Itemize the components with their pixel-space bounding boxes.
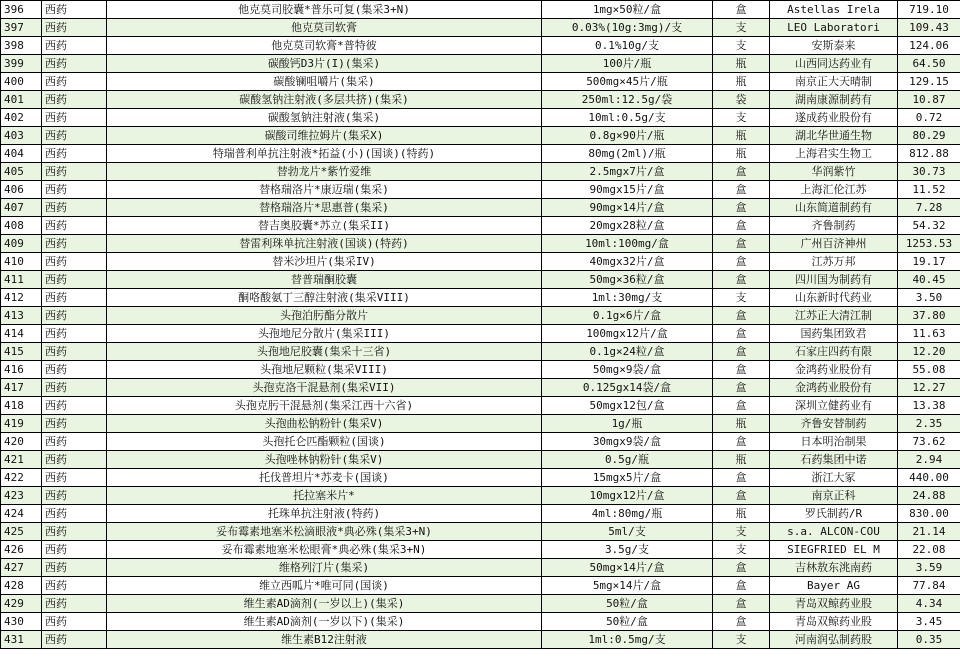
table-row: [1, 109, 960, 127]
unit-cell: 盒: [713, 397, 770, 415]
price-cell: 12.27: [898, 379, 960, 397]
category-cell: 西药: [42, 37, 107, 55]
unit-cell: 支: [713, 19, 770, 37]
specification-cell: 0.1%10g/支: [542, 37, 713, 55]
unit-cell: 瓶: [713, 415, 770, 433]
price-cell: 124.06: [898, 37, 960, 55]
manufacturer-cell: 湖北华世通生物: [770, 127, 898, 145]
price-cell: 830.00: [898, 505, 960, 523]
manufacturer-cell: 湖南康源制药有: [770, 91, 898, 109]
unit-cell: 盒: [713, 163, 770, 181]
manufacturer-cell: 石药集团中诺: [770, 451, 898, 469]
drug-name-cell: 碳酸氢钠注射液(集采): [107, 109, 542, 127]
manufacturer-cell: 四川国为制药有: [770, 271, 898, 289]
table-row: [1, 145, 960, 163]
row-number-cell: 420: [1, 433, 42, 451]
unit-cell: 盒: [713, 433, 770, 451]
manufacturer-cell: 金鸿药业股份有: [770, 361, 898, 379]
unit-cell: 支: [713, 37, 770, 55]
price-cell: 37.80: [898, 307, 960, 325]
price-cell: 10.87: [898, 91, 960, 109]
price-cell: 3.50: [898, 289, 960, 307]
specification-cell: 2.5mgx7片/盒: [542, 163, 713, 181]
category-cell: 西药: [42, 577, 107, 595]
unit-cell: 盒: [713, 613, 770, 631]
drug-name-cell: 头孢地尼胶囊(集采十三省): [107, 343, 542, 361]
row-number-cell: 398: [1, 37, 42, 55]
category-cell: 西药: [42, 415, 107, 433]
row-number-cell: 414: [1, 325, 42, 343]
table-row: [1, 613, 960, 631]
specification-cell: 0.03%(10g:3mg)/支: [542, 19, 713, 37]
drug-name-cell: 头孢克肟干混悬剂(集采江西十六省): [107, 397, 542, 415]
table-row: [1, 379, 960, 397]
manufacturer-cell: LEO Laboratori: [770, 19, 898, 37]
table-row: [1, 487, 960, 505]
drug-name-cell: 酮咯酸氨丁三醇注射液(集采VIII): [107, 289, 542, 307]
specification-cell: 15mgx5片/盒: [542, 469, 713, 487]
unit-cell: 盒: [713, 271, 770, 289]
specification-cell: 1g/瓶: [542, 415, 713, 433]
table-row: [1, 361, 960, 379]
table-row: [1, 397, 960, 415]
unit-cell: 盒: [713, 217, 770, 235]
specification-cell: 10ml:0.5g/支: [542, 109, 713, 127]
category-cell: 西药: [42, 595, 107, 613]
price-cell: 73.62: [898, 433, 960, 451]
row-number-cell: 399: [1, 55, 42, 73]
price-cell: 2.94: [898, 451, 960, 469]
specification-cell: 3.5g/支: [542, 541, 713, 559]
row-number-cell: 405: [1, 163, 42, 181]
unit-cell: 盒: [713, 235, 770, 253]
unit-cell: 盒: [713, 577, 770, 595]
price-cell: 22.08: [898, 541, 960, 559]
price-cell: 54.32: [898, 217, 960, 235]
table-row: [1, 271, 960, 289]
table-row: [1, 433, 960, 451]
drug-name-cell: 头孢泊肟酯分散片: [107, 307, 542, 325]
specification-cell: 0.1g×24粒/盒: [542, 343, 713, 361]
drug-name-cell: 头孢托仑匹酯颗粒(国谈): [107, 433, 542, 451]
table-row: [1, 343, 960, 361]
drug-name-cell: 碳酸钙D3片(I)(集采): [107, 55, 542, 73]
unit-cell: 袋: [713, 91, 770, 109]
category-cell: 西药: [42, 163, 107, 181]
row-number-cell: 401: [1, 91, 42, 109]
unit-cell: 瓶: [713, 73, 770, 91]
manufacturer-cell: 浙江大冢: [770, 469, 898, 487]
category-cell: 西药: [42, 343, 107, 361]
row-number-cell: 411: [1, 271, 42, 289]
unit-cell: 盒: [713, 325, 770, 343]
specification-cell: 1ml:30mg/支: [542, 289, 713, 307]
category-cell: 西药: [42, 253, 107, 271]
table-row: [1, 235, 960, 253]
manufacturer-cell: 上海君实生物工: [770, 145, 898, 163]
drug-name-cell: 维生素AD滴剂(一岁以上)(集采): [107, 595, 542, 613]
row-number-cell: 413: [1, 307, 42, 325]
unit-cell: 支: [713, 109, 770, 127]
price-cell: 0.35: [898, 631, 960, 649]
drug-name-cell: 妥布霉素地塞米松眼膏*典必殊(集采3+N): [107, 541, 542, 559]
specification-cell: 50粒/盒: [542, 595, 713, 613]
category-cell: 西药: [42, 397, 107, 415]
price-cell: 109.43: [898, 19, 960, 37]
drug-name-cell: 头孢曲松钠粉针(集采V): [107, 415, 542, 433]
specification-cell: 50mg×14片/盒: [542, 559, 713, 577]
row-number-cell: 426: [1, 541, 42, 559]
table-row: [1, 199, 960, 217]
row-number-cell: 403: [1, 127, 42, 145]
category-cell: 西药: [42, 217, 107, 235]
row-number-cell: 409: [1, 235, 42, 253]
category-cell: 西药: [42, 541, 107, 559]
table-row: [1, 307, 960, 325]
row-number-cell: 412: [1, 289, 42, 307]
specification-cell: 90mg×14片/盒: [542, 199, 713, 217]
unit-cell: 盒: [713, 199, 770, 217]
category-cell: 西药: [42, 181, 107, 199]
row-number-cell: 417: [1, 379, 42, 397]
category-cell: 西药: [42, 19, 107, 37]
specification-cell: 1ml:0.5mg/支: [542, 631, 713, 649]
row-number-cell: 407: [1, 199, 42, 217]
specification-cell: 40mgx32片/盒: [542, 253, 713, 271]
price-cell: 30.73: [898, 163, 960, 181]
price-cell: 812.88: [898, 145, 960, 163]
drug-name-cell: 维生素B12注射液: [107, 631, 542, 649]
specification-cell: 5ml/支: [542, 523, 713, 541]
price-cell: 40.45: [898, 271, 960, 289]
table-row: [1, 451, 960, 469]
price-cell: 55.08: [898, 361, 960, 379]
manufacturer-cell: 南京正大天晴制: [770, 73, 898, 91]
row-number-cell: 408: [1, 217, 42, 235]
drug-name-cell: 替吉奥胶囊*苏立(集采II): [107, 217, 542, 235]
specification-cell: 50mg×9袋/盒: [542, 361, 713, 379]
category-cell: 西药: [42, 307, 107, 325]
price-cell: 7.28: [898, 199, 960, 217]
specification-cell: 0.125gx14袋/盒: [542, 379, 713, 397]
manufacturer-cell: 日本明治制果: [770, 433, 898, 451]
row-number-cell: 425: [1, 523, 42, 541]
category-cell: 西药: [42, 433, 107, 451]
table-row: [1, 631, 960, 649]
row-number-cell: 424: [1, 505, 42, 523]
category-cell: 西药: [42, 523, 107, 541]
table-row: [1, 37, 960, 55]
row-number-cell: 397: [1, 19, 42, 37]
table-body: [1, 1, 960, 649]
unit-cell: 盒: [713, 307, 770, 325]
price-cell: 21.14: [898, 523, 960, 541]
price-cell: 129.15: [898, 73, 960, 91]
row-number-cell: 410: [1, 253, 42, 271]
category-cell: 西药: [42, 505, 107, 523]
specification-cell: 250ml:12.5g/袋: [542, 91, 713, 109]
specification-cell: 30mgx9袋/盒: [542, 433, 713, 451]
row-number-cell: 421: [1, 451, 42, 469]
price-cell: 3.45: [898, 613, 960, 631]
price-cell: 24.88: [898, 487, 960, 505]
unit-cell: 盒: [713, 469, 770, 487]
unit-cell: 支: [713, 541, 770, 559]
specification-cell: 0.8g×90片/瓶: [542, 127, 713, 145]
manufacturer-cell: 南京正科: [770, 487, 898, 505]
manufacturer-cell: 华润紫竹: [770, 163, 898, 181]
category-cell: 西药: [42, 109, 107, 127]
unit-cell: 瓶: [713, 55, 770, 73]
table-row: [1, 289, 960, 307]
table-row: [1, 55, 960, 73]
table-row: [1, 577, 960, 595]
price-cell: 4.34: [898, 595, 960, 613]
specification-cell: 100片/瓶: [542, 55, 713, 73]
drug-name-cell: 维生素AD滴剂(一岁以下)(集采): [107, 613, 542, 631]
row-number-cell: 423: [1, 487, 42, 505]
category-cell: 西药: [42, 91, 107, 109]
manufacturer-cell: 金鸿药业股份有: [770, 379, 898, 397]
table-row: [1, 181, 960, 199]
table-row: [1, 163, 960, 181]
drug-name-cell: 头孢地尼颗粒(集采VIII): [107, 361, 542, 379]
drug-name-cell: 托伐普坦片*苏麦卡(国谈): [107, 469, 542, 487]
unit-cell: 盒: [713, 559, 770, 577]
manufacturer-cell: 河南润弘制药股: [770, 631, 898, 649]
price-cell: 11.52: [898, 181, 960, 199]
specification-cell: 0.1g×6片/盒: [542, 307, 713, 325]
table-row: [1, 325, 960, 343]
specification-cell: 10mgx12片/盒: [542, 487, 713, 505]
drug-name-cell: 特瑞普利单抗注射液*拓益(小)(国谈)(特药): [107, 145, 542, 163]
specification-cell: 50粒/盒: [542, 613, 713, 631]
category-cell: 西药: [42, 145, 107, 163]
manufacturer-cell: 江苏正大清江制: [770, 307, 898, 325]
row-number-cell: 430: [1, 613, 42, 631]
category-cell: 西药: [42, 199, 107, 217]
drug-name-cell: 他克莫司胶囊*普乐可复(集采3+N): [107, 1, 542, 19]
drug-name-cell: 维格列汀片(集采): [107, 559, 542, 577]
manufacturer-cell: 青岛双鲸药业股: [770, 595, 898, 613]
unit-cell: 支: [713, 523, 770, 541]
price-cell: 3.59: [898, 559, 960, 577]
manufacturer-cell: 山东新时代药业: [770, 289, 898, 307]
price-cell: 0.72: [898, 109, 960, 127]
category-cell: 西药: [42, 613, 107, 631]
drug-name-cell: 头孢唑林钠粉针(集采V): [107, 451, 542, 469]
table-row: [1, 415, 960, 433]
table-row: [1, 1, 960, 19]
manufacturer-cell: Astellas Irela: [770, 1, 898, 19]
category-cell: 西药: [42, 559, 107, 577]
drug-name-cell: 替米沙坦片(集采IV): [107, 253, 542, 271]
table-row: [1, 559, 960, 577]
manufacturer-cell: 青岛双鲸药业股: [770, 613, 898, 631]
category-cell: 西药: [42, 379, 107, 397]
drug-name-cell: 替普瑞酮胶囊: [107, 271, 542, 289]
specification-cell: 4ml:80mg/瓶: [542, 505, 713, 523]
table-row: [1, 91, 960, 109]
specification-cell: 1mg×50粒/盒: [542, 1, 713, 19]
price-cell: 11.63: [898, 325, 960, 343]
row-number-cell: 422: [1, 469, 42, 487]
drug-name-cell: 头孢克洛干混悬剂(集采VII): [107, 379, 542, 397]
price-cell: 719.10: [898, 1, 960, 19]
category-cell: 西药: [42, 235, 107, 253]
manufacturer-cell: 上海汇伦江苏: [770, 181, 898, 199]
category-cell: 西药: [42, 271, 107, 289]
row-number-cell: 429: [1, 595, 42, 613]
category-cell: 西药: [42, 289, 107, 307]
price-cell: 19.17: [898, 253, 960, 271]
row-number-cell: 400: [1, 73, 42, 91]
specification-cell: 0.5g/瓶: [542, 451, 713, 469]
drug-name-cell: 维立西呱片*唯可同(国谈): [107, 577, 542, 595]
category-cell: 西药: [42, 325, 107, 343]
drug-name-cell: 碳酸镧咀嚼片(集采): [107, 73, 542, 91]
table-row: [1, 19, 960, 37]
manufacturer-cell: SIEGFRIED EL M: [770, 541, 898, 559]
price-cell: 64.50: [898, 55, 960, 73]
manufacturer-cell: 山东简道制药有: [770, 199, 898, 217]
specification-cell: 50mgx12包/盒: [542, 397, 713, 415]
unit-cell: 盒: [713, 181, 770, 199]
drug-name-cell: 替格瑞洛片*思惠普(集采): [107, 199, 542, 217]
manufacturer-cell: 罗氏制药/R: [770, 505, 898, 523]
row-number-cell: 431: [1, 631, 42, 649]
row-number-cell: 419: [1, 415, 42, 433]
manufacturer-cell: s.a. ALCON-COU: [770, 523, 898, 541]
specification-cell: 20mgx28粒/盒: [542, 217, 713, 235]
specification-cell: 100mgx12片/盒: [542, 325, 713, 343]
category-cell: 西药: [42, 127, 107, 145]
category-cell: 西药: [42, 55, 107, 73]
drug-name-cell: 头孢地尼分散片(集采III): [107, 325, 542, 343]
category-cell: 西药: [42, 469, 107, 487]
drug-name-cell: 碳酸氢钠注射液(多层共挤)(集采): [107, 91, 542, 109]
drug-name-cell: 他克莫司软膏: [107, 19, 542, 37]
table-row: [1, 505, 960, 523]
row-number-cell: 418: [1, 397, 42, 415]
manufacturer-cell: 吉林敖东洮南药: [770, 559, 898, 577]
manufacturer-cell: Bayer AG: [770, 577, 898, 595]
table-row: [1, 217, 960, 235]
manufacturer-cell: 广州百济神州: [770, 235, 898, 253]
unit-cell: 盒: [713, 487, 770, 505]
unit-cell: 盒: [713, 361, 770, 379]
unit-cell: 盒: [713, 343, 770, 361]
category-cell: 西药: [42, 631, 107, 649]
drug-name-cell: 替勃龙片*紫竹爱维: [107, 163, 542, 181]
drug-name-cell: 托拉塞米片*: [107, 487, 542, 505]
table-row: [1, 253, 960, 271]
manufacturer-cell: 石家庄四药有限: [770, 343, 898, 361]
unit-cell: 盒: [713, 1, 770, 19]
price-cell: 13.38: [898, 397, 960, 415]
unit-cell: 瓶: [713, 451, 770, 469]
unit-cell: 盒: [713, 253, 770, 271]
unit-cell: 瓶: [713, 145, 770, 163]
table-row: [1, 127, 960, 145]
manufacturer-cell: 安斯泰来: [770, 37, 898, 55]
manufacturer-cell: 江苏万邦: [770, 253, 898, 271]
drug-name-cell: 托珠单抗注射液(特药): [107, 505, 542, 523]
price-cell: 77.84: [898, 577, 960, 595]
price-cell: 440.00: [898, 469, 960, 487]
row-number-cell: 402: [1, 109, 42, 127]
manufacturer-cell: 齐鲁制药: [770, 217, 898, 235]
drug-name-cell: 他克莫司软膏*普特彼: [107, 37, 542, 55]
unit-cell: 瓶: [713, 127, 770, 145]
row-number-cell: 427: [1, 559, 42, 577]
manufacturer-cell: 深圳立健药业有: [770, 397, 898, 415]
table-row: [1, 523, 960, 541]
row-number-cell: 428: [1, 577, 42, 595]
drug-name-cell: 替雷利珠单抗注射液(国谈)(特药): [107, 235, 542, 253]
row-number-cell: 406: [1, 181, 42, 199]
specification-cell: 90mgx15片/盒: [542, 181, 713, 199]
manufacturer-cell: 国药集团致君: [770, 325, 898, 343]
category-cell: 西药: [42, 487, 107, 505]
unit-cell: 瓶: [713, 505, 770, 523]
category-cell: 西药: [42, 361, 107, 379]
unit-cell: 支: [713, 631, 770, 649]
category-cell: 西药: [42, 1, 107, 19]
specification-cell: 5mg×14片/盒: [542, 577, 713, 595]
row-number-cell: 396: [1, 1, 42, 19]
price-cell: 12.20: [898, 343, 960, 361]
price-cell: 80.29: [898, 127, 960, 145]
table-row: [1, 73, 960, 91]
table-row: [1, 595, 960, 613]
table-row: [1, 541, 960, 559]
drug-name-cell: 妥布霉素地塞米松滴眼液*典必殊(集采3+N): [107, 523, 542, 541]
manufacturer-cell: 齐鲁安替制药: [770, 415, 898, 433]
drug-name-cell: 碳酸司维拉姆片(集采X): [107, 127, 542, 145]
unit-cell: 盒: [713, 379, 770, 397]
row-number-cell: 416: [1, 361, 42, 379]
specification-cell: 80mg(2ml)/瓶: [542, 145, 713, 163]
category-cell: 西药: [42, 73, 107, 91]
drug-name-cell: 替格瑞洛片*康迈瑞(集采): [107, 181, 542, 199]
price-cell: 1253.53: [898, 235, 960, 253]
row-number-cell: 415: [1, 343, 42, 361]
manufacturer-cell: 遂成药业股份有: [770, 109, 898, 127]
table-row: [1, 469, 960, 487]
manufacturer-cell: 山西同达药业有: [770, 55, 898, 73]
category-cell: 西药: [42, 451, 107, 469]
specification-cell: 500mg×45片/瓶: [542, 73, 713, 91]
unit-cell: 支: [713, 289, 770, 307]
row-number-cell: 404: [1, 145, 42, 163]
specification-cell: 10ml:100mg/盒: [542, 235, 713, 253]
price-cell: 2.35: [898, 415, 960, 433]
unit-cell: 盒: [713, 595, 770, 613]
specification-cell: 50mg×36粒/盒: [542, 271, 713, 289]
